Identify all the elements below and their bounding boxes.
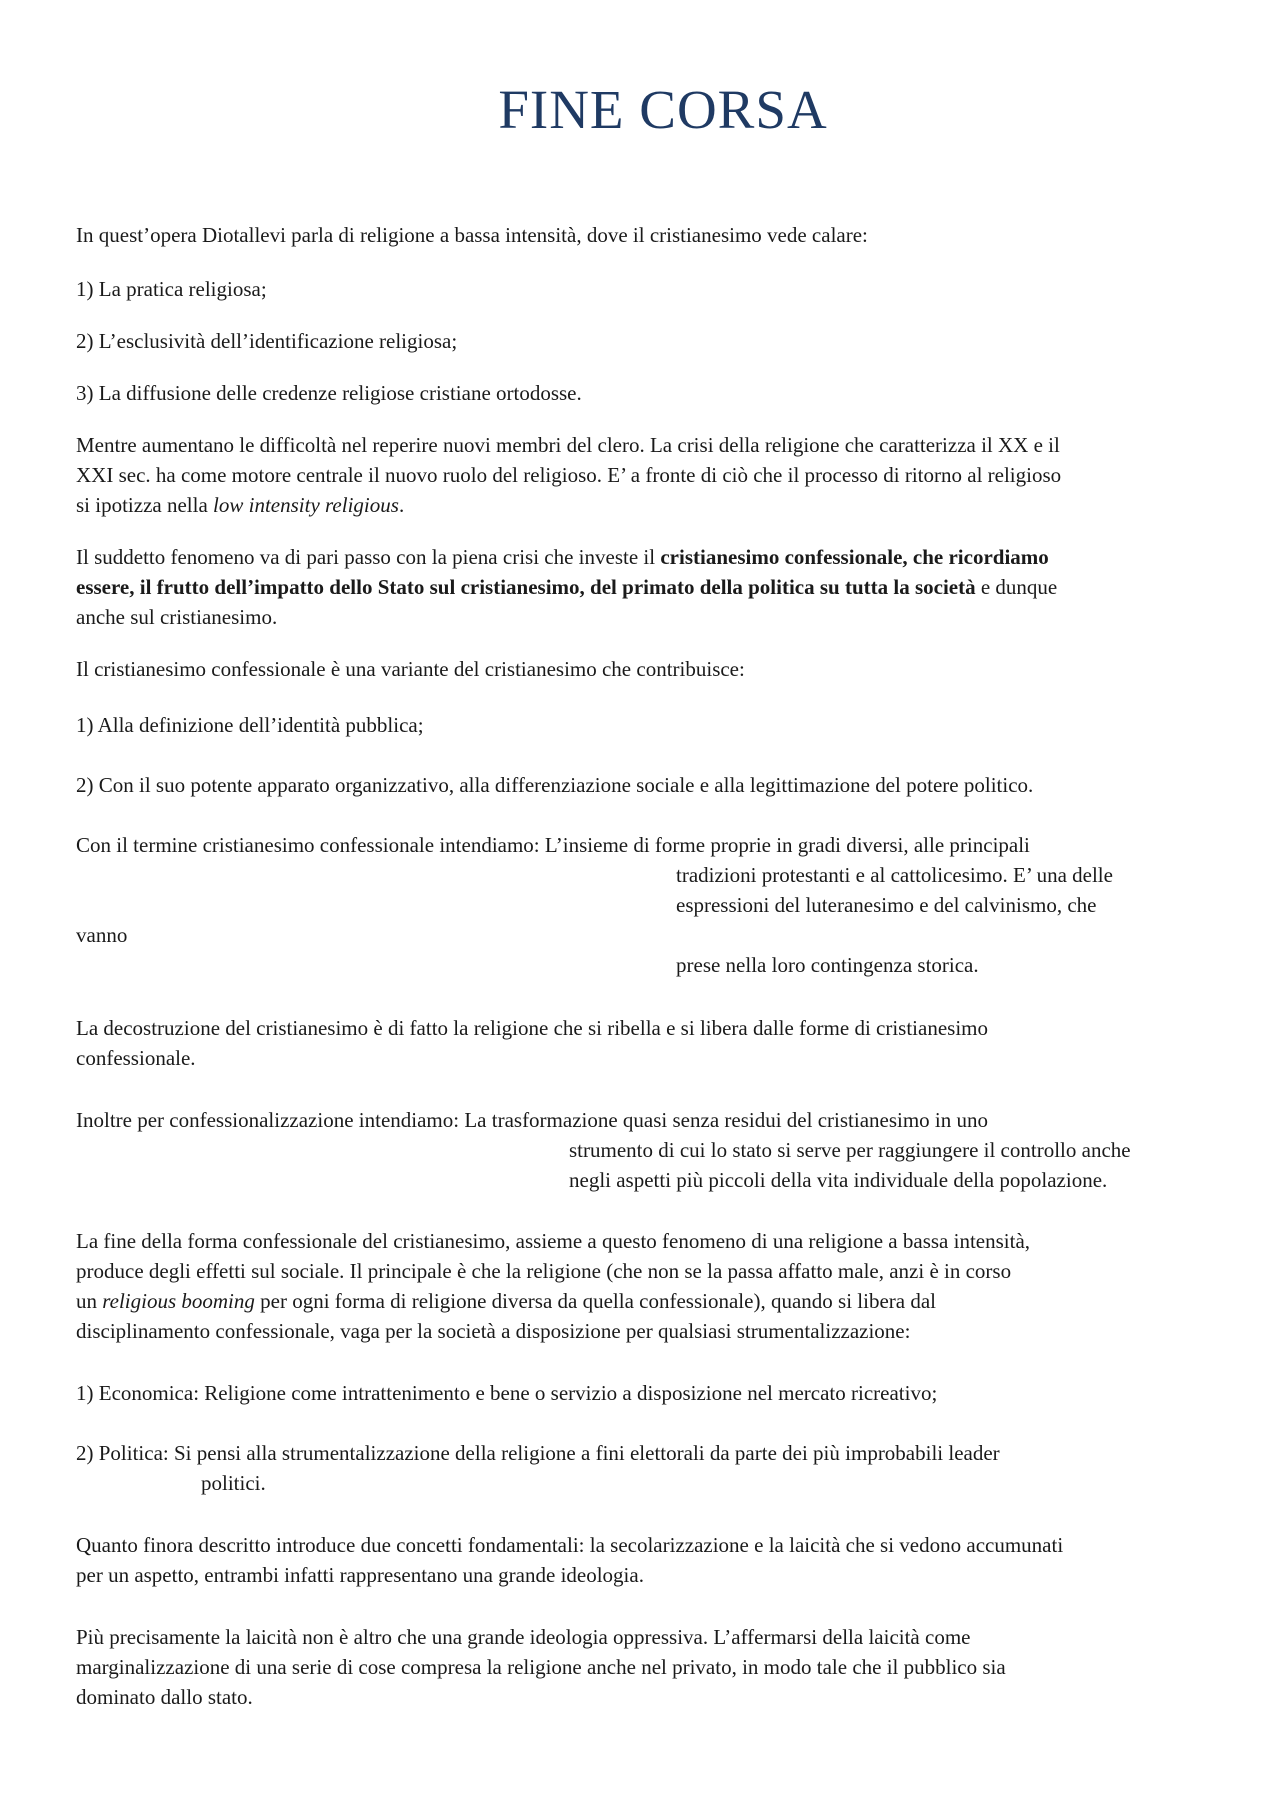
- list-item: [76, 326, 1206, 356]
- paragraph-line: produce degli effetti sul sociale. Il principale è che la religione (che non se la passa affatto male, anzi è in corso: [76, 1259, 1012, 1283]
- text-span: Il suddetto fenomeno va di pari passo con la piena crisi che investe il: [76, 545, 661, 569]
- list-item: [76, 378, 1206, 408]
- paragraph-text: Il cristianesimo confessionale è una variante del cristianesimo che contribuisce:: [76, 657, 745, 681]
- paragraph-line: [76, 572, 1206, 602]
- definition-confessional: [76, 830, 1206, 980]
- paragraph-line: dominato dallo stato.: [76, 1685, 253, 1709]
- paragraph-line: XXI sec. ha come motore centrale il nuovo ruolo del religioso. E’ a fronte di ciò che il processo di ritorno al religioso: [76, 463, 1062, 487]
- paragraph-line: prese nella loro contingenza storica.: [676, 953, 979, 977]
- paragraph-line: per un aspetto, entrambi infatti rappresentano una grande ideologia.: [76, 1563, 644, 1587]
- paragraph-line: disciplinamento confessionale, vaga per la società a disposizione per qualsiasi strumentalizzazione:: [76, 1319, 911, 1343]
- paragraph-confessional: [76, 542, 1206, 632]
- paragraph-concepts: [76, 1530, 1206, 1590]
- paragraph-line: anche sul cristianesimo.: [76, 605, 278, 629]
- italic-term: low intensity religious: [213, 493, 399, 517]
- list-item-text: politici.: [201, 1471, 266, 1495]
- bold-text: essere, il frutto dell’impatto dello Stato sul cristianesimo, del primato della politica su tutta la società: [76, 575, 976, 599]
- text-span: e dunque: [975, 575, 1058, 599]
- list-item: [76, 710, 1206, 740]
- paragraph-line: Mentre aumentano le difficoltà nel reperire nuovi membri del clero. La crisi della religione che caratterizza il XX e il: [76, 433, 1060, 457]
- list-item: [76, 1438, 1206, 1498]
- paragraph-line: confessionale.: [76, 1046, 196, 1070]
- paragraph-laicita: [76, 1622, 1206, 1712]
- paragraph-line: negli aspetti più piccoli della vita individuale della popolazione.: [569, 1168, 1108, 1192]
- paragraph-effects: [76, 1226, 1206, 1346]
- paragraph-variant: [76, 654, 1206, 684]
- paragraph-crisis: [76, 430, 1206, 520]
- paragraph-line: tradizioni protestanti e al cattolicesimo. E’ una delle: [676, 863, 1113, 887]
- paragraph-deconstruction: [76, 1013, 1206, 1073]
- list-item: [76, 1378, 1206, 1408]
- list-item-text: 1) Alla definizione dell’identità pubblica;: [76, 713, 424, 737]
- text-span: per ogni forma di religione diversa da quella confessionale), quando si libera dal: [254, 1289, 936, 1313]
- list-item-text: 1) La pratica religiosa;: [76, 277, 267, 301]
- paragraph-line: La fine della forma confessionale del cristianesimo, assieme a questo fenomeno di una religione a bassa intensità,: [76, 1229, 1031, 1253]
- list-item-text: 1) Economica: Religione come intrattenimento e bene o servizio a disposizione nel mercato ricreativo;: [76, 1381, 938, 1405]
- paragraph-line: [76, 542, 1206, 572]
- paragraph-line: marginalizzazione di una serie di cose compresa la religione anche nel privato, in modo tale che il pubblico sia: [76, 1655, 1006, 1679]
- list-item-text: 3) La diffusione delle credenze religiose cristiane ortodosse.: [76, 381, 582, 405]
- paragraph-line: espressioni del luteranesimo e del calvinismo, che: [676, 893, 1097, 917]
- text-span: si ipotizza nella: [76, 493, 214, 517]
- paragraph-line: [76, 490, 1206, 520]
- list-item: [76, 274, 1206, 304]
- text-span: .: [398, 493, 405, 517]
- list-item-text: 2) Con il suo potente apparato organizzativo, alla differenziazione sociale e alla legittimazione del potere politico.: [76, 773, 1034, 797]
- paragraph-text: In quest’opera Diotallevi parla di religione a bassa intensità, dove il cristianesimo vede calare:: [76, 223, 868, 247]
- paragraph-line: vanno: [76, 923, 128, 947]
- paragraph-line: Quanto finora descritto introduce due concetti fondamentali: la secolarizzazione e la laicità che si vedono accumunati: [76, 1533, 1064, 1557]
- paragraph-line: Inoltre per confessionalizzazione intendiamo: La trasformazione quasi senza residui del cristianesimo in uno: [76, 1108, 989, 1132]
- paragraph-line: strumento di cui lo stato si serve per raggiungere il controllo anche: [569, 1138, 1131, 1162]
- list-item-text: 2) Politica: Si pensi alla strumentalizzazione della religione a fini elettorali da parte dei più improbabili leader: [76, 1441, 1000, 1465]
- paragraph-line: Più precisamente la laicità non è altro che una grande ideologia oppressiva. L’affermarsi della laicità come: [76, 1625, 971, 1649]
- paragraph-line: Con il termine cristianesimo confessionale intendiamo: L’insieme di forme proprie in gradi diversi, alle principali: [76, 833, 1030, 857]
- paragraph-line: [76, 1286, 1206, 1316]
- document-page: [76, 0, 1206, 1709]
- italic-term: religious booming: [102, 1289, 255, 1313]
- list-item-text: 2) L’esclusività dell’identificazione religiosa;: [76, 329, 458, 353]
- definition-confessionalization: [76, 1105, 1206, 1195]
- intro-paragraph: [76, 220, 1206, 250]
- paragraph-line: La decostruzione del cristianesimo è di fatto la religione che si ribella e si libera dalle forme di cristianesimo: [76, 1016, 989, 1040]
- page-title: FINE CORSA: [498, 79, 828, 140]
- bold-text: cristianesimo confessionale, che ricordiamo: [660, 545, 1049, 569]
- text-span: un: [76, 1289, 103, 1313]
- list-item: [76, 770, 1206, 800]
